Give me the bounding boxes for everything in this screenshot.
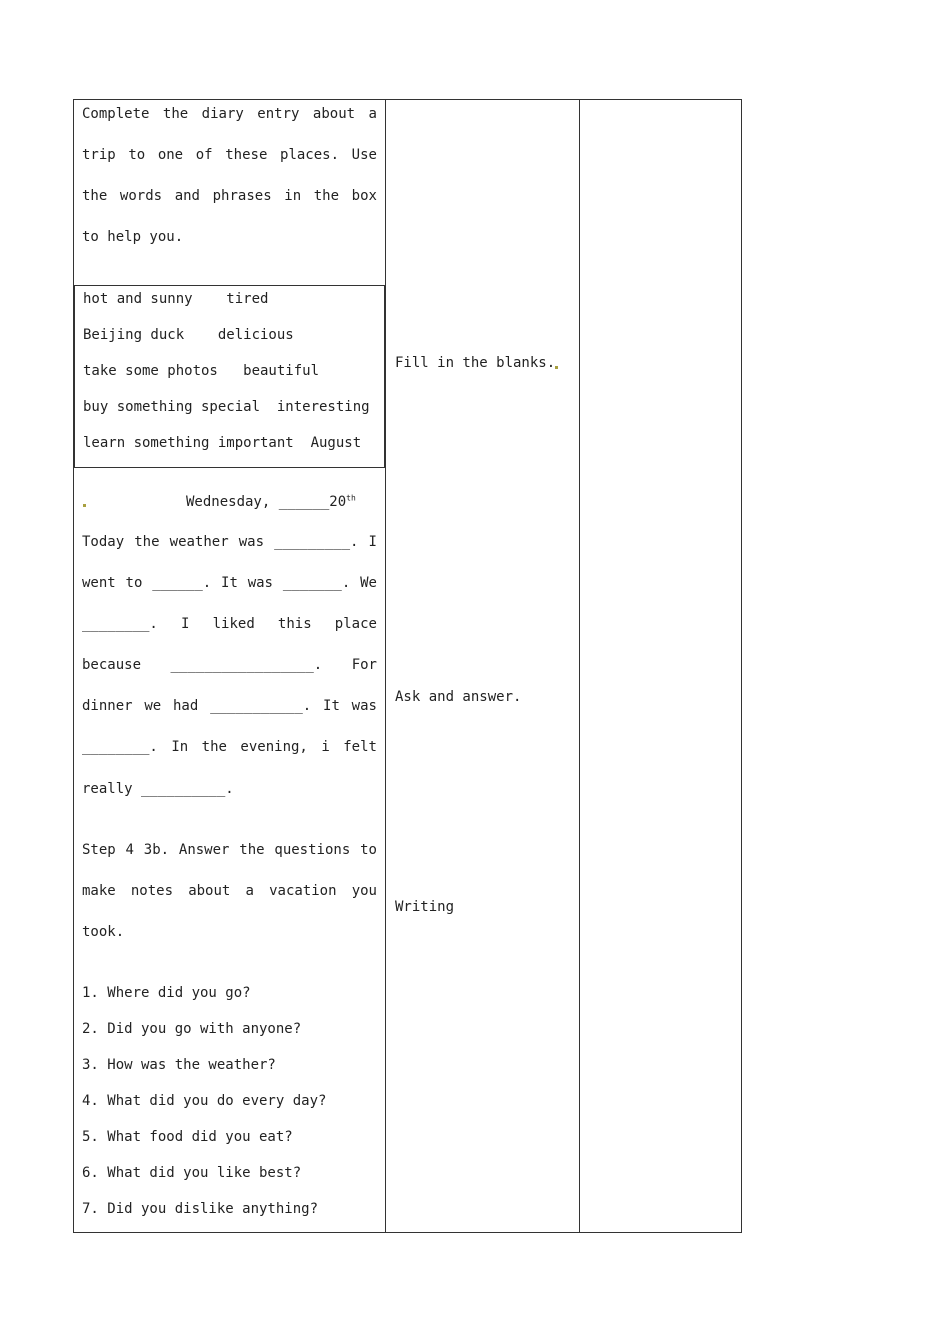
col2-writing: Writing (395, 899, 455, 915)
question-item: 2. Did you go with anyone? (82, 1021, 302, 1037)
intro-line-4: to help you. (82, 229, 184, 245)
question-item: 1. Where did you go? (82, 985, 251, 1001)
diary-date: Wednesday, ______20th (186, 493, 356, 510)
column-divider-2 (579, 100, 580, 1232)
word-box-line: buy something special interesting (83, 399, 370, 415)
lesson-table (73, 99, 742, 1233)
question-item: 4. What did you do every day? (82, 1093, 327, 1109)
word-box-line: take some photos beautiful (83, 363, 320, 379)
format-mark (555, 366, 558, 369)
format-mark (83, 504, 86, 507)
diary-line-4: because _________________. For (82, 657, 377, 673)
col2-ask-answer: Ask and answer. (395, 689, 522, 705)
intro-line-3: the words and phrases in the box (82, 188, 377, 204)
step4-line-1: Step 4 3b. Answer the questions to (82, 842, 377, 858)
diary-line-1: Today the weather was _________. I (82, 534, 377, 550)
intro-line-2: trip to one of these places. Use (82, 147, 377, 163)
diary-line-7: really __________. (82, 781, 234, 797)
word-box-line: learn something important August (83, 435, 362, 451)
word-box (74, 285, 385, 468)
question-item: 6. What did you like best? (82, 1165, 302, 1181)
question-item: 5. What food did you eat? (82, 1129, 293, 1145)
word-box-line: hot and sunny tired (83, 291, 269, 307)
intro-line-1: Complete the diary entry about a (82, 106, 377, 122)
step4-line-3: took. (82, 924, 125, 940)
diary-line-5: dinner we had ___________. It was (82, 698, 377, 714)
column-divider-1 (385, 100, 386, 1232)
diary-line-3: ________. I liked this place (82, 616, 377, 632)
question-item: 7. Did you dislike anything? (82, 1201, 319, 1217)
step4-line-2: make notes about a vacation you (82, 883, 377, 899)
question-item: 3. How was the weather? (82, 1057, 276, 1073)
diary-line-2: went to ______. It was _______. We (82, 575, 377, 591)
word-box-line: Beijing duck delicious (83, 327, 294, 343)
diary-line-6: ________. In the evening, i felt (82, 739, 377, 755)
col2-fill-blanks: Fill in the blanks. (395, 354, 558, 372)
